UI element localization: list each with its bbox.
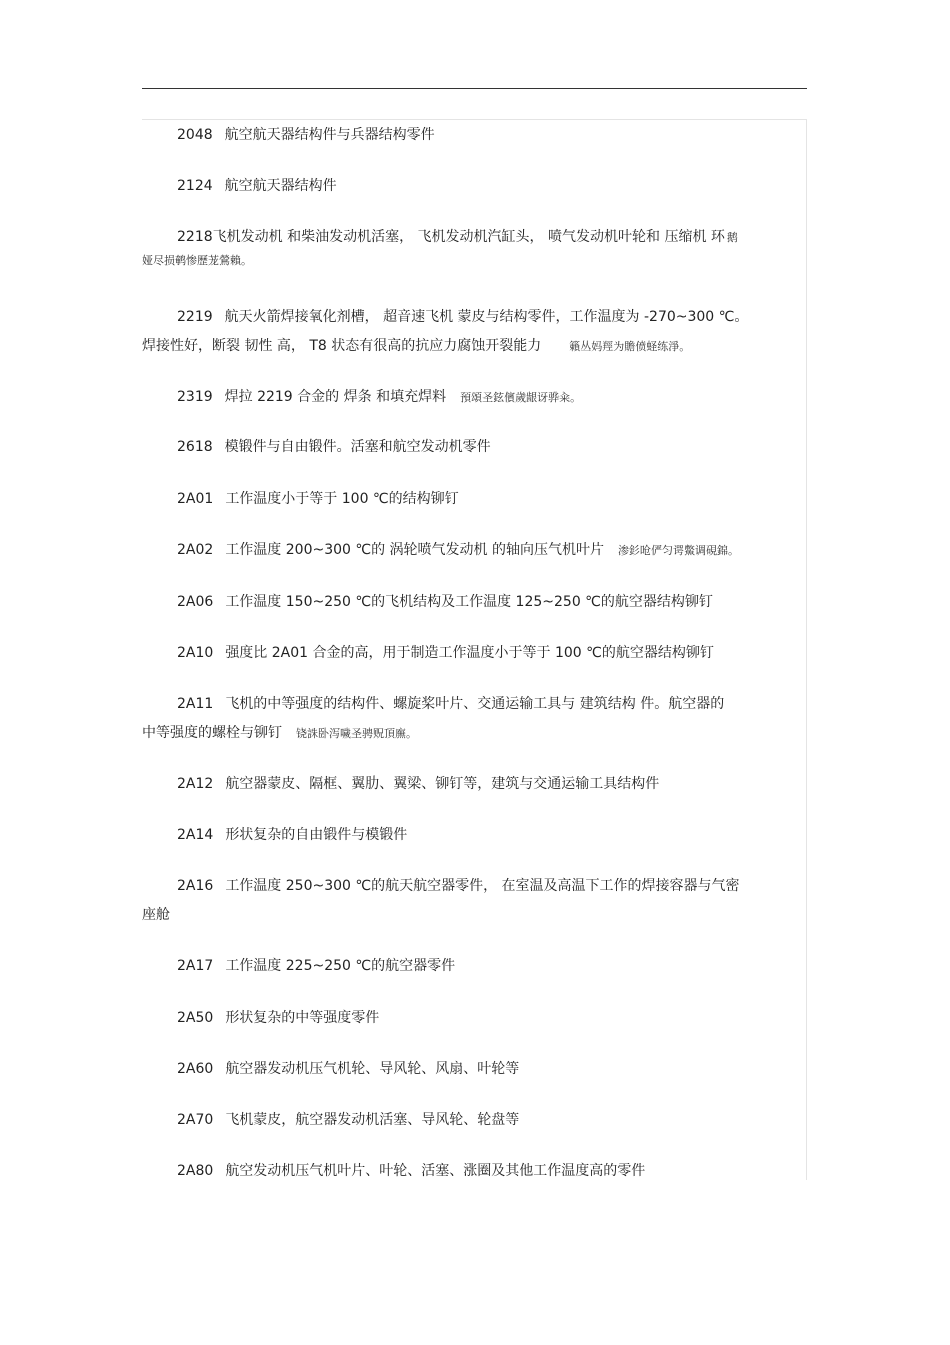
alloy-usage: 焊拉 2219 合金的 焊条 和填充焊料 xyxy=(224,389,447,405)
alloy-usage-continued: 座舱 xyxy=(142,907,170,923)
alloy-code: 2A10 xyxy=(177,645,214,661)
alloy-code: 2A16 xyxy=(177,878,214,894)
list-item xyxy=(142,485,806,514)
alloy-code: 2048 xyxy=(177,127,213,143)
alloy-code: 2219 xyxy=(177,309,213,325)
list-item xyxy=(142,383,806,412)
list-item xyxy=(142,223,806,270)
list-item xyxy=(142,639,806,668)
alloy-usage: 航天火箭焊接氧化剂槽， 超音速飞机 蒙皮与结构零件，工作温度为 -270~300 ℃。 xyxy=(224,309,749,325)
list-item xyxy=(142,121,806,150)
alloy-usage: 模锻件与自由锻件。活塞和航空发动机零件 xyxy=(224,439,491,455)
garbled-text: 渗釤呛俨匀谔鱉调硯錦。 xyxy=(618,544,740,557)
alloy-code: 2319 xyxy=(177,389,213,405)
list-item xyxy=(142,872,806,930)
alloy-code: 2618 xyxy=(177,439,213,455)
alloy-usage: 飞机发动机 和柴油发动机活塞， 飞机发动机汽缸头， 喷气发动机叶轮和 压缩机 环 xyxy=(212,229,725,245)
alloy-usage: 形状复杂的自由锻件与模锻件 xyxy=(225,827,408,843)
list-item xyxy=(142,433,806,462)
alloy-usage: 航空器蒙皮、隔框、翼肋、翼梁、铆钉等，建筑与交通运输工具结构件 xyxy=(225,776,660,792)
garbled-text: 籟丛妈羥为贍偾蛏练淨。 xyxy=(569,340,691,353)
alloy-code: 2A02 xyxy=(177,542,214,558)
list-item xyxy=(142,172,806,201)
garbled-text: 鹅 xyxy=(726,231,738,244)
alloy-code: 2A60 xyxy=(177,1061,214,1077)
list-item xyxy=(142,690,806,748)
alloy-usage: 形状复杂的中等强度零件 xyxy=(225,1010,380,1026)
alloy-usage: 飞机的中等强度的结构件、螺旋桨叶片、交通运输工具与 建筑结构 件。航空器的 xyxy=(225,696,725,712)
alloy-code: 2A70 xyxy=(177,1112,214,1128)
alloy-code: 2124 xyxy=(177,178,213,194)
alloy-usage: 工作温度 200~300 ℃的 涡轮喷气发动机 的轴向压气机叶片 xyxy=(225,542,605,558)
list-item xyxy=(142,1106,806,1135)
alloy-usage: 工作温度 150~250 ℃的飞机结构及工作温度 125~250 ℃的航空器结构铆钉 xyxy=(225,594,713,610)
alloy-code: 2A06 xyxy=(177,594,214,610)
list-item xyxy=(142,1157,806,1180)
alloy-usage-continued xyxy=(142,332,806,361)
alloy-usage: 航空航天器结构件与兵器结构零件 xyxy=(224,127,435,143)
garbled-text: 預頌圣鉉儐歲龈讶骅籴。 xyxy=(460,391,582,404)
alloy-code: 2A14 xyxy=(177,827,214,843)
list-item xyxy=(142,1004,806,1033)
alloy-usage: 强度比 2A01 合金的高，用于制造工作温度小于等于 100 ℃的航空器结构铆钉 xyxy=(225,645,714,661)
alloy-code: 2A80 xyxy=(177,1163,214,1179)
alloy-usage-continued xyxy=(142,719,806,748)
alloy-usage: 飞机蒙皮，航空器发动机活塞、导风轮、轮盘等 xyxy=(225,1112,520,1128)
document-body xyxy=(142,119,807,1180)
list-item xyxy=(142,303,806,361)
list-item xyxy=(142,821,806,850)
garbled-text: 铙誅卧泻噦圣骋贶頂廡。 xyxy=(296,727,417,740)
alloy-code: 2A12 xyxy=(177,776,214,792)
alloy-code: 2A01 xyxy=(177,491,214,507)
alloy-code: 2A17 xyxy=(177,958,214,974)
continued-text: 中等强度的螺栓与铆钉 xyxy=(142,725,282,741)
alloy-usage: 航空器发动机压气机轮、导风轮、风扇、叶轮等 xyxy=(225,1061,520,1077)
continued-text: 焊接性好，断裂 韧性 高， T8 状态有很高的抗应力腐蚀开裂能力 xyxy=(142,338,542,354)
alloy-code: 2A11 xyxy=(177,696,214,712)
alloy-code: 2218 xyxy=(177,229,213,245)
alloy-usage: 工作温度小于等于 100 ℃的结构铆钉 xyxy=(225,491,459,507)
alloy-usage: 工作温度 225~250 ℃的航空器零件 xyxy=(225,958,456,974)
list-item xyxy=(142,952,806,981)
alloy-code: 2A50 xyxy=(177,1010,214,1026)
alloy-usage-continued: 娅尽损鹌惨歷茏鶯賴。 xyxy=(142,254,252,267)
list-item xyxy=(142,588,806,617)
alloy-usage: 工作温度 250~300 ℃的航天航空器零件， 在室温及高温下工作的焊接容器与气密 xyxy=(225,878,740,894)
alloy-usage: 航空航天器结构件 xyxy=(224,178,337,194)
list-item xyxy=(142,1055,806,1084)
list-item xyxy=(142,536,806,565)
alloy-usage: 航空发动机压气机叶片、叶轮、活塞、涨圈及其他工作温度高的零件 xyxy=(225,1163,646,1179)
list-item xyxy=(142,770,806,799)
header-rule xyxy=(142,88,807,89)
